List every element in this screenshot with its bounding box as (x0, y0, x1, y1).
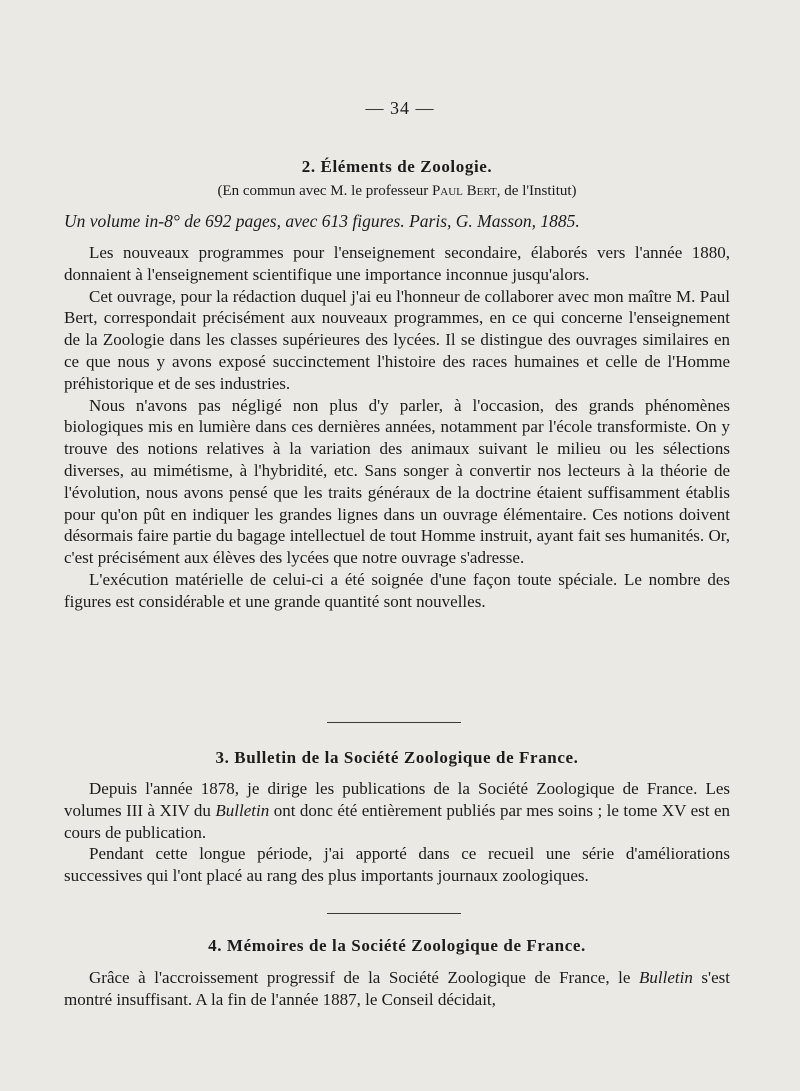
section-body (64, 242, 730, 613)
section-subtitle (64, 183, 730, 200)
section-divider (327, 722, 461, 723)
section-bulletin (64, 748, 730, 887)
paragraph: Pendant cette longue période, j'ai apporté dans ce recueil une série d'améliorations successives qui l'ont placé au rang des plus importants journaux zoologiques. (64, 844, 730, 886)
paragraph: L'exécution matérielle de celui-ci a été soignée d'une façon toute spéciale. Le nombre des figures est considérable et une grande quantité sont nouvelles. (64, 569, 730, 611)
paragraph: Depuis l'année 1878, je dirige les publications de la Société Zoologique de France. Les volumes III à XIV du Bulletin ont donc été entièrement publiés par mes soins ; le tome XV est en cours de publication. (64, 779, 731, 842)
section-body (64, 967, 730, 1011)
paragraph: Nous n'avons pas négligé non plus d'y parler, à l'occasion, des grands phénomènes biologiques mis en lumière dans ces dernières années, notamment par l'école transformiste. On y trouve des notions relatives à la variation des animaux suivant le milieu ou les sélections diverses, au mimétisme, à l'hybridité, etc. Sans songer à convertir nos lecteurs à la théorie de l'évolution, nous avons pensé que les traits généraux de la doctrine étaient suffisamment établis pour qu'on pût en indiquer les grandes lignes dans un ouvrage élémentaire. Ces notions doivent désormais faire partie du bagage intellectuel de tout Homme instruit, ayant fait ses humanités. Or, c'est précisément aux élèves des lycées que notre ouvrage s'adresse. (64, 395, 730, 568)
paragraph: Cet ouvrage, pour la rédaction duquel j'ai eu l'honneur de collaborer avec mon maître M. Paul Bert, correspondait précisément aux nouveaux programmes, en ce qui concerne l'enseignement de la Zoologie dans les classes supérieures des lycées. Il se distingue des ouvrages similaires en ce que nous y avons exposé succinctement l'histoire des races humaines et celle de l'Homme préhistorique et de ses industries. (64, 286, 730, 393)
publication-imprint: Un volume in-8° de 692 pages, avec 613 figures. Paris, G. Masson, 1885. (64, 211, 580, 231)
section-memoires (64, 936, 730, 1011)
italic-title: Bulletin (215, 800, 270, 820)
section-elements-de-zoologie (64, 157, 730, 613)
subtitle-prefix: (En commun avec M. le professeur (217, 183, 432, 199)
section-divider (327, 913, 461, 914)
paragraph: Les nouveaux programmes pour l'enseignement secondaire, élaborés vers l'année 1880, donnaient à l'enseignement scientifique une importance inconnue jusqu'alors. (64, 243, 730, 284)
paragraph: Grâce à l'accroissement progressif de la Société Zoologique de France, le Bulletin s'est montré insuffisant. A la fin de l'année 1887, le Conseil décidait, (64, 968, 730, 1009)
section-body (64, 778, 730, 887)
section-heading: 3. Bulletin de la Société Zoologique de France. (215, 748, 579, 767)
section-heading: 2. Éléments de Zoologie. (301, 157, 493, 176)
italic-title: Bulletin (639, 968, 693, 987)
page-number: — 34 — (365, 98, 435, 118)
subtitle-author-name: Paul Bert (431, 183, 497, 199)
subtitle-suffix: , de l'Institut) (496, 183, 577, 199)
section-heading: 4. Mémoires de la Société Zoologique de France. (208, 936, 586, 955)
